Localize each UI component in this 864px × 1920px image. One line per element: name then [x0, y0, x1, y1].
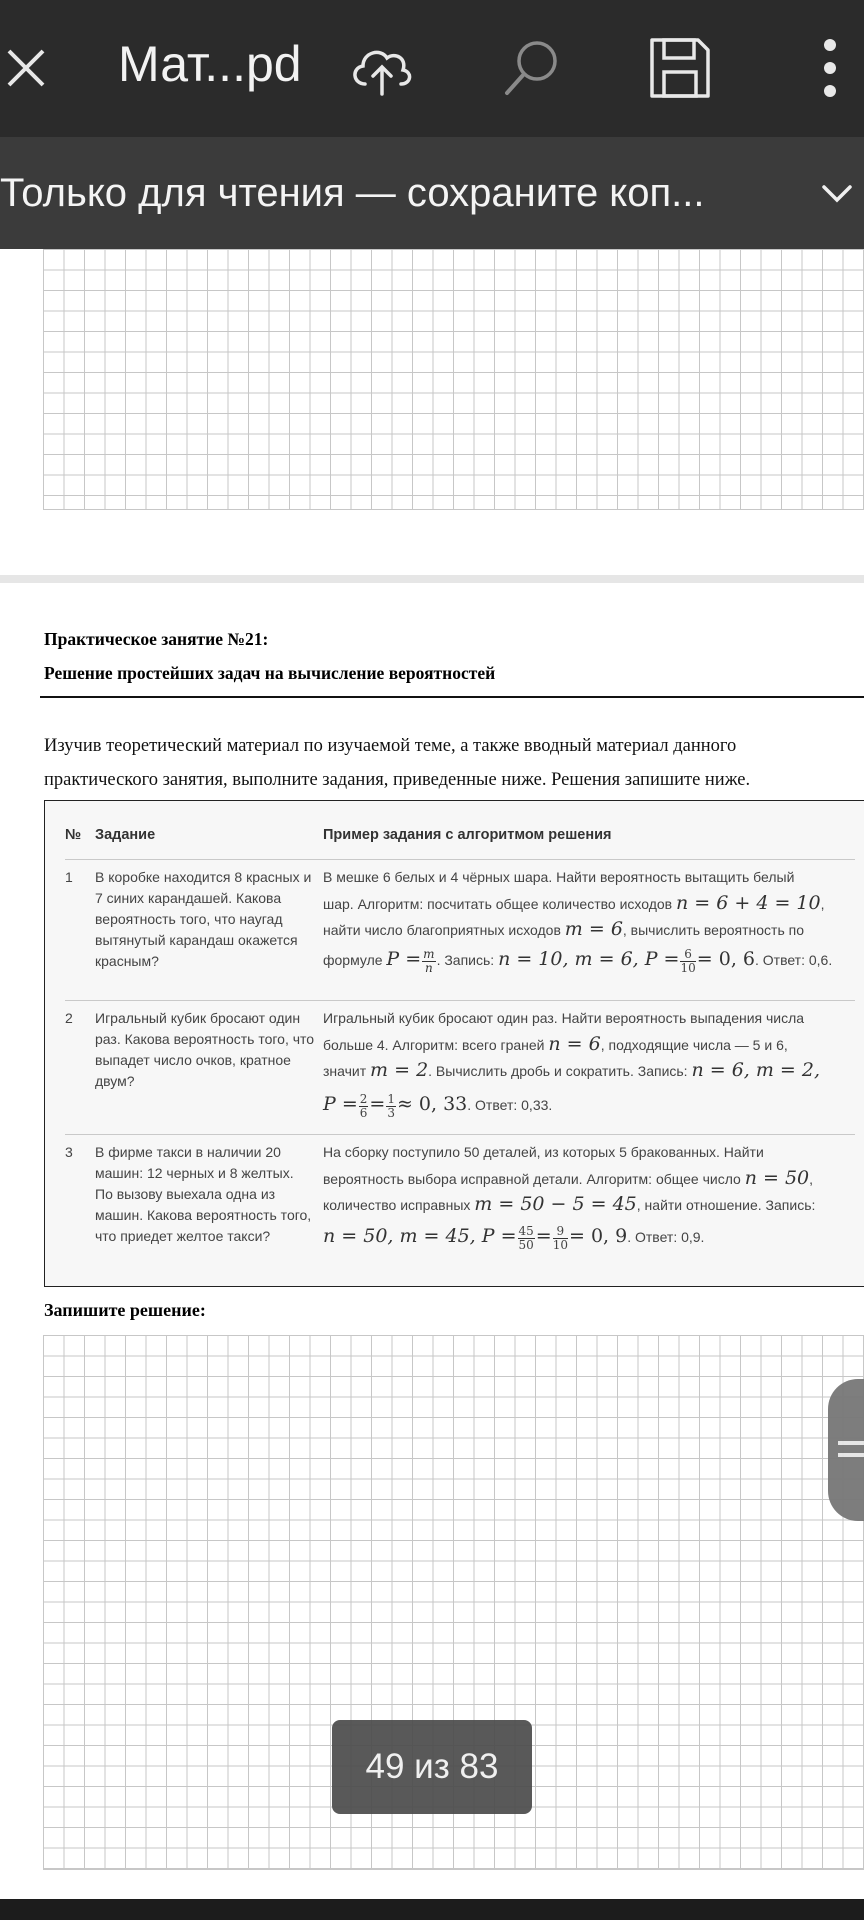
example-line: больше 4. Алгоритм: всего граней n = 6, подходящие числа — 5 и 6,	[323, 1033, 788, 1055]
close-icon[interactable]	[0, 28, 66, 108]
header-example: Пример задания с алгоритмом решения	[323, 827, 612, 843]
read-only-text: Только для чтения — сохраните коп...	[0, 171, 705, 215]
scroll-handle[interactable]	[828, 1379, 864, 1521]
example-line: значит m = 2. Вычислить дробь и сократить. Запись: n = 6, m = 2,	[323, 1059, 821, 1081]
example-line: На сборку поступило 50 деталей, из которых 5 бракованных. Найти	[323, 1144, 764, 1160]
example-line: формуле P = $\frac{m}{n}$ . Запись: n = 10, m = 6, P = $\frac{6}{10}$ = 0, 6. Ответ: 0,6.	[323, 946, 833, 975]
file-name: Мат...pd	[118, 36, 302, 92]
example-line: В мешке 6 белых и 4 чёрных шара. Найти вероятность вытащить белый	[323, 869, 795, 885]
task-text: В коробке находится 8 красных и 7 синих карандашей. Какова вероятность того, что наугад вытянутый карандаш окажется красным?	[95, 869, 312, 969]
page-indicator: 49 из 83	[332, 1720, 532, 1814]
example-line: вероятность выбора исправной детали. Алгоритм: общее число n = 50,	[323, 1167, 814, 1189]
row-num: 1	[65, 869, 73, 885]
search-icon[interactable]	[492, 28, 572, 108]
system-nav-bar	[0, 1899, 864, 1920]
row-num: 3	[65, 1144, 73, 1160]
task-text: Игральный кубик бросают один раз. Какова вероятность того, что выпадет число очков, кратное двум?	[95, 1010, 315, 1089]
tasks-table	[44, 800, 864, 1287]
row-divider	[65, 1134, 855, 1135]
save-icon[interactable]	[640, 28, 720, 108]
app-toolbar	[0, 0, 864, 137]
example-line: найти число благоприятных исходов m = 6, вычислить вероятность по	[323, 918, 804, 940]
row-num: 2	[65, 1010, 73, 1026]
example-line: шар. Алгоритм: посчитать общее количество исходов n = 6 + 4 = 10,	[323, 892, 825, 914]
title-divider	[40, 696, 864, 698]
example-line: Игральный кубик бросают один раз. Найти вероятность выпадения числа	[323, 1010, 805, 1026]
example-line: количество исправных m = 50 − 5 = 45, найти отношение. Запись:	[323, 1193, 816, 1215]
example-line: P = $\frac{2}{6}$ = $\frac{1}{3}$ ≈ 0, 33. Ответ: 0,33.	[323, 1091, 553, 1120]
row-divider	[65, 859, 855, 860]
cloud-upload-icon[interactable]	[342, 28, 422, 108]
practice-title: Практическое занятие №21:	[44, 629, 269, 649]
grid-area-top	[43, 249, 864, 510]
solution-label: Запишите решение:	[44, 1300, 206, 1320]
intro-paragraph: Изучив теоретический материал по изучаемой теме, а также вводный материал данного практического занятия, выполните задания, приведенные ниже. Решения запишите ниже.	[44, 736, 751, 790]
header-num: №	[65, 827, 82, 843]
header-task: Задание	[95, 827, 156, 843]
page-separator	[0, 575, 864, 583]
task-text: В фирме такси в наличии 20 машин: 12 черных и 8 желтых. По вызову выехала одна из машин. Какова вероятность того, что приедет желтое такси?	[95, 1144, 312, 1244]
document-viewport[interactable]	[0, 249, 864, 1899]
row-divider	[65, 1000, 855, 1001]
read-only-banner[interactable]	[0, 137, 864, 249]
practice-subtitle: Решение простейших задач на вычисление вероятностей	[44, 663, 496, 683]
example-line: n = 50, m = 45, P = $\frac{45}{50}$ = $\frac{9}{10}$ = 0, 9. Ответ: 0,9.	[323, 1223, 705, 1252]
chevron-down-icon[interactable]	[812, 167, 862, 217]
more-vertical-icon[interactable]	[790, 28, 864, 108]
